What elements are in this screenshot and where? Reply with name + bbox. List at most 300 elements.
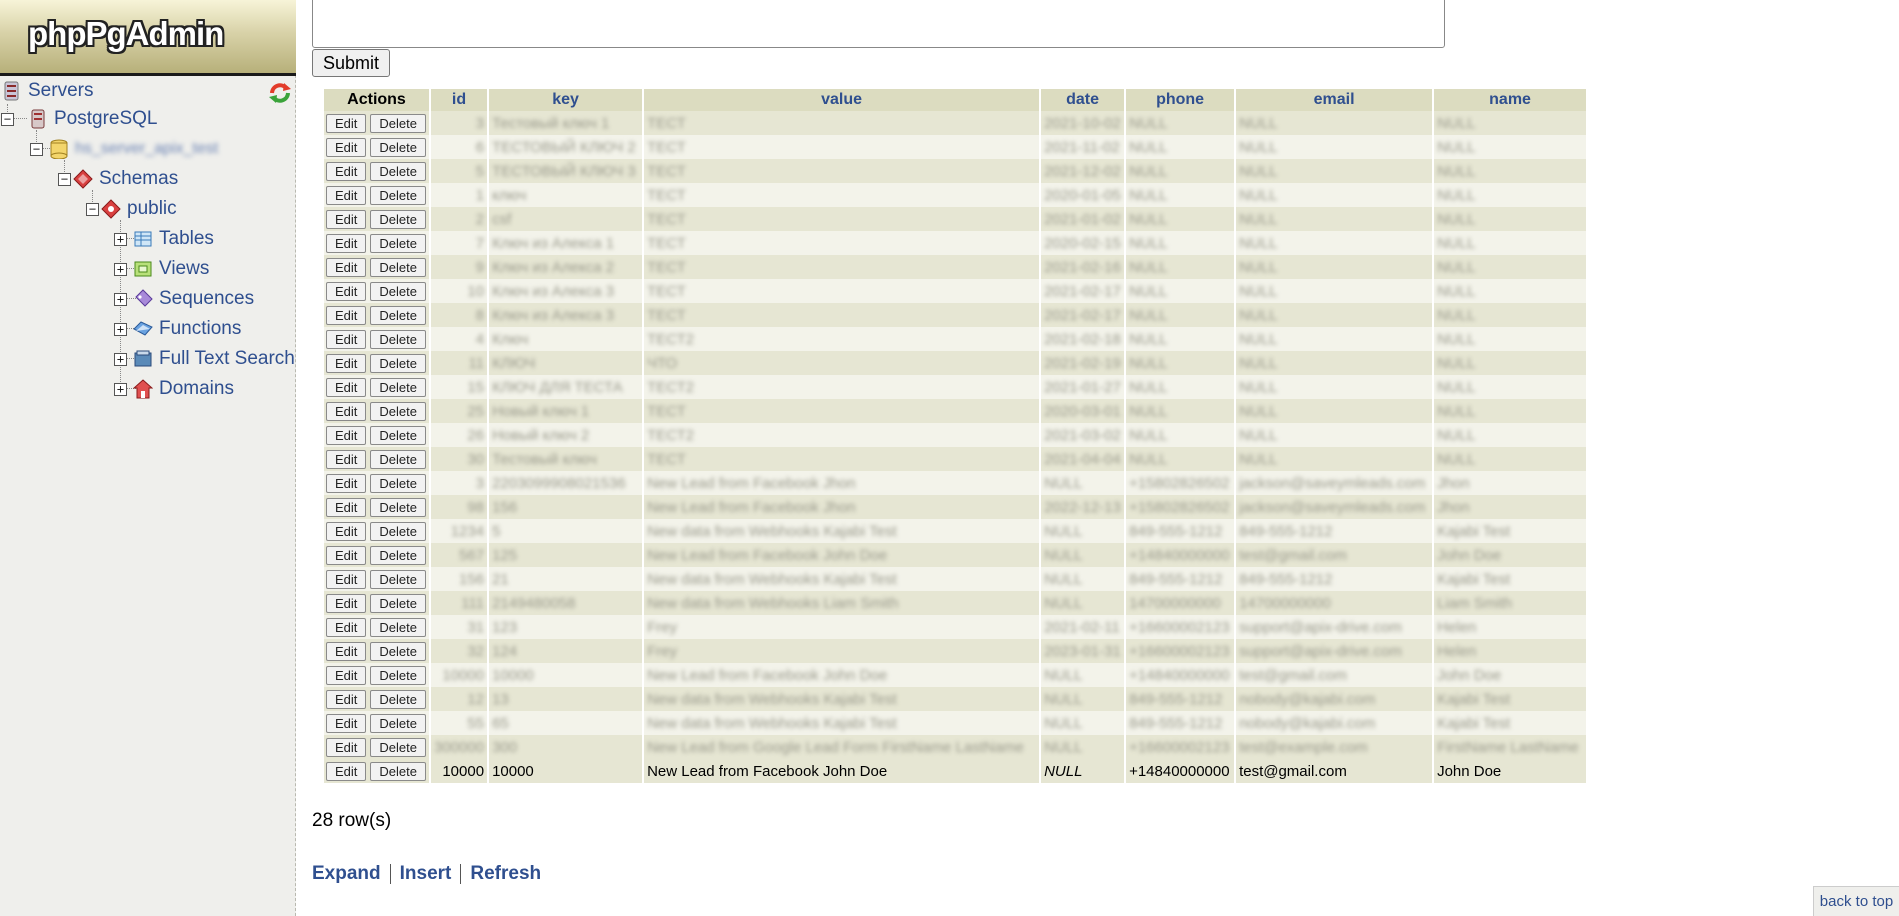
cell-id	[431, 591, 487, 615]
cell-key	[489, 519, 642, 543]
table-row	[324, 615, 1586, 639]
cell-name-value: Kajabi Test	[1437, 690, 1511, 708]
submit-button[interactable]: Submit	[312, 49, 390, 77]
delete-button[interactable]: Delete	[370, 402, 426, 421]
tree-tables-label: Tables	[159, 228, 214, 249]
cell-value	[644, 303, 1039, 327]
edit-button[interactable]: Edit	[326, 258, 366, 277]
cell-date	[1041, 303, 1124, 327]
expand-toggle-icon[interactable]: +	[114, 293, 127, 306]
delete-button[interactable]: Delete	[370, 570, 426, 589]
cell-phone	[1126, 135, 1234, 159]
table-row	[324, 159, 1586, 183]
edit-button[interactable]: Edit	[326, 618, 366, 637]
delete-button[interactable]: Delete	[370, 762, 426, 781]
cell-id-value: 31	[467, 618, 485, 636]
edit-button[interactable]: Edit	[326, 162, 366, 181]
cell-name-value: NULL	[1437, 378, 1476, 396]
cell-email-value: NULL	[1239, 138, 1278, 156]
delete-button[interactable]: Delete	[370, 498, 426, 517]
cell-id-value: 5	[475, 162, 485, 180]
delete-button[interactable]: Delete	[370, 282, 426, 301]
cell-name-value: Liam Smith	[1437, 594, 1513, 612]
cell-date-value: 2021-02-17	[1044, 282, 1121, 300]
tree-schema-public[interactable]	[86, 197, 177, 221]
functions-icon	[133, 319, 153, 339]
cell-date-value: 2023-01-31	[1044, 642, 1121, 660]
delete-button[interactable]: Delete	[370, 186, 426, 205]
cell-key-value: 156	[492, 498, 518, 516]
cell-name-value: FirstName LastName	[1437, 738, 1579, 756]
cell-phone-value: 849-555-1212	[1129, 570, 1223, 588]
delete-button[interactable]: Delete	[370, 666, 426, 685]
cell-phone-value: NULL	[1129, 258, 1168, 276]
delete-button[interactable]: Delete	[370, 594, 426, 613]
cell-id-value: 567	[459, 546, 485, 564]
schemas-icon	[73, 169, 93, 189]
cell-id	[431, 183, 487, 207]
edit-button[interactable]: Edit	[326, 138, 366, 157]
row-actions	[324, 279, 429, 303]
cell-key	[489, 111, 642, 135]
expand-toggle-icon[interactable]: +	[114, 353, 127, 366]
cell-phone-value: 849-555-1212	[1129, 522, 1223, 540]
column-header-value[interactable]: value	[644, 89, 1039, 111]
cell-value-value: ТЕСТ	[647, 450, 686, 468]
cell-name-value: Kajabi Test	[1437, 522, 1511, 540]
cell-phone	[1126, 615, 1234, 639]
cell-name	[1434, 183, 1586, 207]
cell-date-value: 2021-03-02	[1044, 426, 1121, 444]
cell-value-value: ТЕСТ2	[647, 378, 695, 396]
tree-database[interactable]	[30, 137, 218, 161]
row-actions	[324, 735, 429, 759]
refresh-link[interactable]: Refresh	[470, 863, 542, 884]
cell-value	[644, 471, 1039, 495]
table-row	[324, 231, 1586, 255]
row-actions	[324, 207, 429, 231]
cell-phone-value: +16600002123	[1129, 738, 1230, 756]
table-row	[324, 663, 1586, 687]
row-actions	[324, 159, 429, 183]
cell-key	[489, 663, 642, 687]
cell-date	[1041, 639, 1124, 663]
expand-toggle-icon[interactable]: +	[114, 383, 127, 396]
cell-value-value: ТЕСТ	[647, 402, 686, 420]
cell-name-value: John Doe	[1437, 546, 1502, 564]
column-header-name[interactable]: name	[1434, 89, 1586, 111]
tree-domains-label: Domains	[159, 378, 234, 399]
cell-key-value: ТЕСТОВЫЙ КЛЮЧ 3	[492, 162, 636, 180]
cell-id-value: 12	[467, 690, 485, 708]
tree-schemas[interactable]	[58, 167, 178, 191]
cell-phone	[1126, 687, 1234, 711]
cell-email-value: support@apix-drive.com	[1239, 618, 1402, 636]
cell-email	[1236, 519, 1432, 543]
tree-views[interactable]	[114, 257, 209, 281]
cell-name	[1434, 327, 1586, 351]
row-count: 28 row(s)	[312, 810, 392, 831]
cell-key-value: 65	[492, 714, 509, 732]
delete-button[interactable]: Delete	[370, 474, 426, 493]
cell-value-value: ТЕСТ	[647, 234, 686, 252]
cell-phone	[1126, 519, 1234, 543]
cell-date	[1041, 279, 1124, 303]
cell-key-value: Ключ из Алекса 2	[492, 258, 615, 276]
cell-key-value: ключ	[492, 186, 527, 204]
edit-button[interactable]: Edit	[326, 306, 366, 325]
cell-key	[489, 447, 642, 471]
cell-date	[1041, 183, 1124, 207]
cell-date	[1041, 543, 1124, 567]
cell-key	[489, 399, 642, 423]
edit-button[interactable]: Edit	[326, 114, 366, 133]
cell-value	[644, 543, 1039, 567]
collapse-toggle-icon[interactable]: −	[58, 173, 71, 186]
delete-button[interactable]: Delete	[370, 258, 426, 277]
table-row	[324, 735, 1586, 759]
cell-id-value: 8	[475, 306, 485, 324]
tree-sequences[interactable]	[114, 287, 254, 311]
cell-date-value: NULL	[1044, 690, 1083, 708]
refresh-tree-icon[interactable]	[268, 82, 292, 104]
cell-date-value: 2020-03-01	[1044, 402, 1121, 420]
delete-button[interactable]: Delete	[370, 546, 426, 565]
table-row	[324, 543, 1586, 567]
cell-date	[1041, 735, 1124, 759]
cell-value-value: ТЕСТ	[647, 210, 686, 228]
delete-button[interactable]: Delete	[370, 114, 426, 133]
edit-button[interactable]: Edit	[326, 666, 366, 685]
delete-button[interactable]: Delete	[370, 426, 426, 445]
sequences-icon	[133, 289, 153, 309]
cell-phone	[1126, 471, 1234, 495]
cell-key	[489, 375, 642, 399]
edit-button[interactable]: Edit	[326, 210, 366, 229]
column-header-key[interactable]: key	[489, 89, 642, 111]
expand-toggle-icon[interactable]: +	[114, 263, 127, 276]
cell-email-value: support@apix-drive.com	[1239, 642, 1402, 660]
tree-full-text-search-label: Full Text Search	[159, 348, 295, 369]
cell-value	[644, 159, 1039, 183]
edit-button[interactable]: Edit	[326, 642, 366, 661]
cell-value-value: New data from Webhooks Kajabi Test	[647, 522, 897, 540]
table-row	[324, 183, 1586, 207]
cell-email-value: NULL	[1239, 450, 1278, 468]
cell-key-value: 125	[492, 546, 518, 564]
cell-key	[489, 159, 642, 183]
table-row	[324, 327, 1586, 351]
cell-date-value: NULL	[1044, 714, 1083, 732]
cell-name-value: NULL	[1437, 258, 1476, 276]
cell-name	[1434, 279, 1586, 303]
row-actions	[324, 471, 429, 495]
cell-id	[431, 567, 487, 591]
cell-name-value: NULL	[1437, 114, 1476, 132]
cell-email-value: NULL	[1239, 378, 1278, 396]
insert-link[interactable]: Insert	[399, 863, 452, 884]
cell-value-value: New data from Webhooks Liam Smith	[647, 594, 899, 612]
servers-icon	[2, 81, 22, 101]
cell-name	[1434, 447, 1586, 471]
cell-email-value: test@gmail.com	[1239, 762, 1347, 780]
cell-phone	[1126, 159, 1234, 183]
cell-id-value: 10000	[442, 666, 485, 684]
cell-value-value: New data from Webhooks Kajabi Test	[647, 714, 897, 732]
cell-id	[431, 639, 487, 663]
database-icon	[49, 139, 69, 159]
delete-button[interactable]: Delete	[370, 354, 426, 373]
cell-phone-value: +15802826502	[1129, 474, 1230, 492]
row-actions	[324, 351, 429, 375]
cell-value	[644, 687, 1039, 711]
cell-name	[1434, 711, 1586, 735]
tree-tables[interactable]	[114, 227, 214, 251]
cell-name-value: NULL	[1437, 162, 1476, 180]
edit-button[interactable]: Edit	[326, 450, 366, 469]
back-to-top-link[interactable]: back to top	[1813, 886, 1899, 916]
cell-key-value: 21	[492, 570, 509, 588]
cell-date-value: 2021-02-16	[1044, 258, 1121, 276]
cell-phone	[1126, 663, 1234, 687]
cell-date-value: 2021-11-02	[1044, 138, 1120, 156]
cell-name	[1434, 207, 1586, 231]
cell-key-value: Тестовый ключ	[492, 450, 597, 468]
edit-button[interactable]: Edit	[326, 498, 366, 517]
cell-email	[1236, 759, 1432, 783]
tree-domains[interactable]	[114, 377, 234, 401]
phppgadmin-logo[interactable]	[0, 0, 296, 76]
table-row	[324, 567, 1586, 591]
cell-value-value: ТЕСТ	[647, 138, 686, 156]
cell-date	[1041, 399, 1124, 423]
cell-phone-value: 849-555-1212	[1129, 690, 1223, 708]
cell-key	[489, 711, 642, 735]
cell-key-value: Ключ из Алекса 3	[492, 282, 615, 300]
collapse-toggle-icon[interactable]: −	[86, 203, 99, 216]
cell-email	[1236, 375, 1432, 399]
cell-phone	[1126, 735, 1234, 759]
cell-key	[489, 183, 642, 207]
cell-email-value: NULL	[1239, 330, 1278, 348]
cell-email	[1236, 231, 1432, 255]
cell-name	[1434, 255, 1586, 279]
cell-email	[1236, 711, 1432, 735]
edit-button[interactable]: Edit	[326, 546, 366, 565]
cell-date-value: 2021-02-19	[1044, 354, 1121, 372]
tree-servers-label: Servers	[28, 80, 94, 101]
cell-name	[1434, 423, 1586, 447]
column-header-email[interactable]: email	[1236, 89, 1432, 111]
cell-name	[1434, 567, 1586, 591]
table-row	[324, 375, 1586, 399]
cell-value	[644, 423, 1039, 447]
cell-phone	[1126, 543, 1234, 567]
cell-name	[1434, 759, 1586, 783]
delete-button[interactable]: Delete	[370, 210, 426, 229]
cell-name	[1434, 135, 1586, 159]
domains-icon	[133, 379, 153, 399]
cell-name	[1434, 111, 1586, 135]
cell-id-value: 9	[475, 258, 485, 276]
delete-button[interactable]: Delete	[370, 234, 426, 253]
cell-id	[431, 399, 487, 423]
edit-button[interactable]: Edit	[326, 522, 366, 541]
cell-phone-value: 14700000000	[1129, 594, 1221, 612]
cell-email-value: NULL	[1239, 426, 1278, 444]
edit-button[interactable]: Edit	[326, 378, 366, 397]
table-row	[324, 207, 1586, 231]
column-header-phone[interactable]: phone	[1126, 89, 1234, 111]
cell-name	[1434, 231, 1586, 255]
cell-value-value: New data from Webhooks Kajabi Test	[647, 570, 897, 588]
column-header-id[interactable]: id	[431, 89, 487, 111]
cell-email	[1236, 423, 1432, 447]
edit-button[interactable]: Edit	[326, 690, 366, 709]
row-actions	[324, 135, 429, 159]
tree-sequences-label: Sequences	[159, 288, 255, 309]
cell-id	[431, 447, 487, 471]
expand-link[interactable]: Expand	[312, 863, 381, 884]
tree-functions[interactable]	[114, 317, 241, 341]
row-actions	[324, 591, 429, 615]
expand-toggle-icon[interactable]: +	[114, 233, 127, 246]
table-row	[324, 399, 1586, 423]
cell-name	[1434, 663, 1586, 687]
cell-phone	[1126, 111, 1234, 135]
edit-button[interactable]: Edit	[326, 570, 366, 589]
row-actions	[324, 543, 429, 567]
edit-button[interactable]: Edit	[326, 474, 366, 493]
cell-email-value: 849-555-1212	[1239, 570, 1333, 588]
edit-button[interactable]: Edit	[326, 426, 366, 445]
tree-server-label: PostgreSQL	[54, 108, 158, 129]
cell-phone	[1126, 591, 1234, 615]
cell-value-value: ТЕСТ	[647, 306, 686, 324]
table-row	[324, 759, 1586, 783]
cell-date-value: NULL	[1044, 666, 1083, 684]
cell-email-value: NULL	[1239, 306, 1278, 324]
cell-id	[431, 303, 487, 327]
cell-date	[1041, 375, 1124, 399]
row-actions	[324, 447, 429, 471]
cell-id-value: 32	[467, 642, 485, 660]
cell-email	[1236, 303, 1432, 327]
tree-servers[interactable]	[2, 79, 93, 103]
cell-value	[644, 567, 1039, 591]
cell-id-value: 30	[467, 450, 485, 468]
row-actions	[324, 663, 429, 687]
edit-button[interactable]: Edit	[326, 234, 366, 253]
delete-button[interactable]: Delete	[370, 138, 426, 157]
cell-value-value: New Lead from Facebook Jhon	[647, 498, 856, 516]
cell-id-value: 7	[475, 234, 485, 252]
cell-email-value: NULL	[1239, 354, 1278, 372]
delete-button[interactable]: Delete	[370, 378, 426, 397]
tree-full-text-search[interactable]	[114, 347, 295, 371]
cell-name-value: NULL	[1437, 234, 1476, 252]
table-row	[324, 591, 1586, 615]
row-actions	[324, 183, 429, 207]
edit-button[interactable]: Edit	[326, 282, 366, 301]
delete-button[interactable]: Delete	[370, 450, 426, 469]
table-row	[324, 639, 1586, 663]
cell-phone	[1126, 327, 1234, 351]
collapse-toggle-icon[interactable]: −	[1, 113, 14, 126]
collapse-toggle-icon[interactable]: −	[30, 143, 43, 156]
cell-email	[1236, 111, 1432, 135]
delete-button[interactable]: Delete	[370, 690, 426, 709]
cell-key	[489, 735, 642, 759]
cell-name	[1434, 495, 1586, 519]
edit-button[interactable]: Edit	[326, 354, 366, 373]
cell-phone-value: +15802826502	[1129, 498, 1230, 516]
cell-email	[1236, 183, 1432, 207]
edit-button[interactable]: Edit	[326, 714, 366, 733]
views-icon	[133, 259, 153, 279]
cell-email-value: NULL	[1239, 162, 1278, 180]
column-header-date[interactable]: date	[1041, 89, 1124, 111]
tree-server-postgresql[interactable]	[1, 107, 158, 131]
edit-button[interactable]: Edit	[326, 594, 366, 613]
cell-key-value: 5	[492, 522, 501, 540]
cell-email	[1236, 543, 1432, 567]
cell-value	[644, 351, 1039, 375]
cell-name-value: Kajabi Test	[1437, 714, 1511, 732]
cell-date-value: NULL	[1044, 522, 1083, 540]
tree-functions-label: Functions	[159, 318, 242, 339]
cell-key	[489, 639, 642, 663]
delete-button[interactable]: Delete	[370, 714, 426, 733]
table-row	[324, 447, 1586, 471]
cell-value	[644, 591, 1039, 615]
row-actions	[324, 687, 429, 711]
delete-button[interactable]: Delete	[370, 738, 426, 757]
cell-id-value: 4	[475, 330, 485, 348]
cell-name-value: John Doe	[1437, 666, 1502, 684]
server-icon	[28, 109, 48, 129]
cell-id-value: 98	[467, 498, 485, 516]
edit-button[interactable]: Edit	[326, 738, 366, 757]
cell-key-value: 10000	[492, 762, 534, 780]
edit-button[interactable]: Edit	[326, 762, 366, 781]
cell-email	[1236, 567, 1432, 591]
edit-button[interactable]: Edit	[326, 186, 366, 205]
cell-email	[1236, 615, 1432, 639]
cell-email-value: NULL	[1239, 282, 1278, 300]
delete-button[interactable]: Delete	[370, 306, 426, 325]
delete-button[interactable]: Delete	[370, 618, 426, 637]
cell-name-value: NULL	[1437, 282, 1476, 300]
cell-key	[489, 687, 642, 711]
delete-button[interactable]: Delete	[370, 162, 426, 181]
tree-views-label: Views	[159, 258, 210, 279]
cell-email-value: jackson@saveymleads.com	[1239, 474, 1426, 492]
cell-key-value: ТЕСТОВЫЙ КЛЮЧ 2	[492, 138, 636, 156]
cell-id-value: 15	[467, 378, 485, 396]
table-row	[324, 423, 1586, 447]
cell-id-value: 111	[461, 594, 485, 612]
delete-button[interactable]: Delete	[370, 522, 426, 541]
sql-textarea[interactable]	[312, 0, 1445, 48]
delete-button[interactable]: Delete	[370, 330, 426, 349]
cell-date-value: 2021-10-02	[1044, 114, 1121, 132]
expand-toggle-icon[interactable]: +	[114, 323, 127, 336]
cell-value-value: ТЕСТ	[647, 282, 686, 300]
edit-button[interactable]: Edit	[326, 330, 366, 349]
delete-button[interactable]: Delete	[370, 642, 426, 661]
edit-button[interactable]: Edit	[326, 402, 366, 421]
